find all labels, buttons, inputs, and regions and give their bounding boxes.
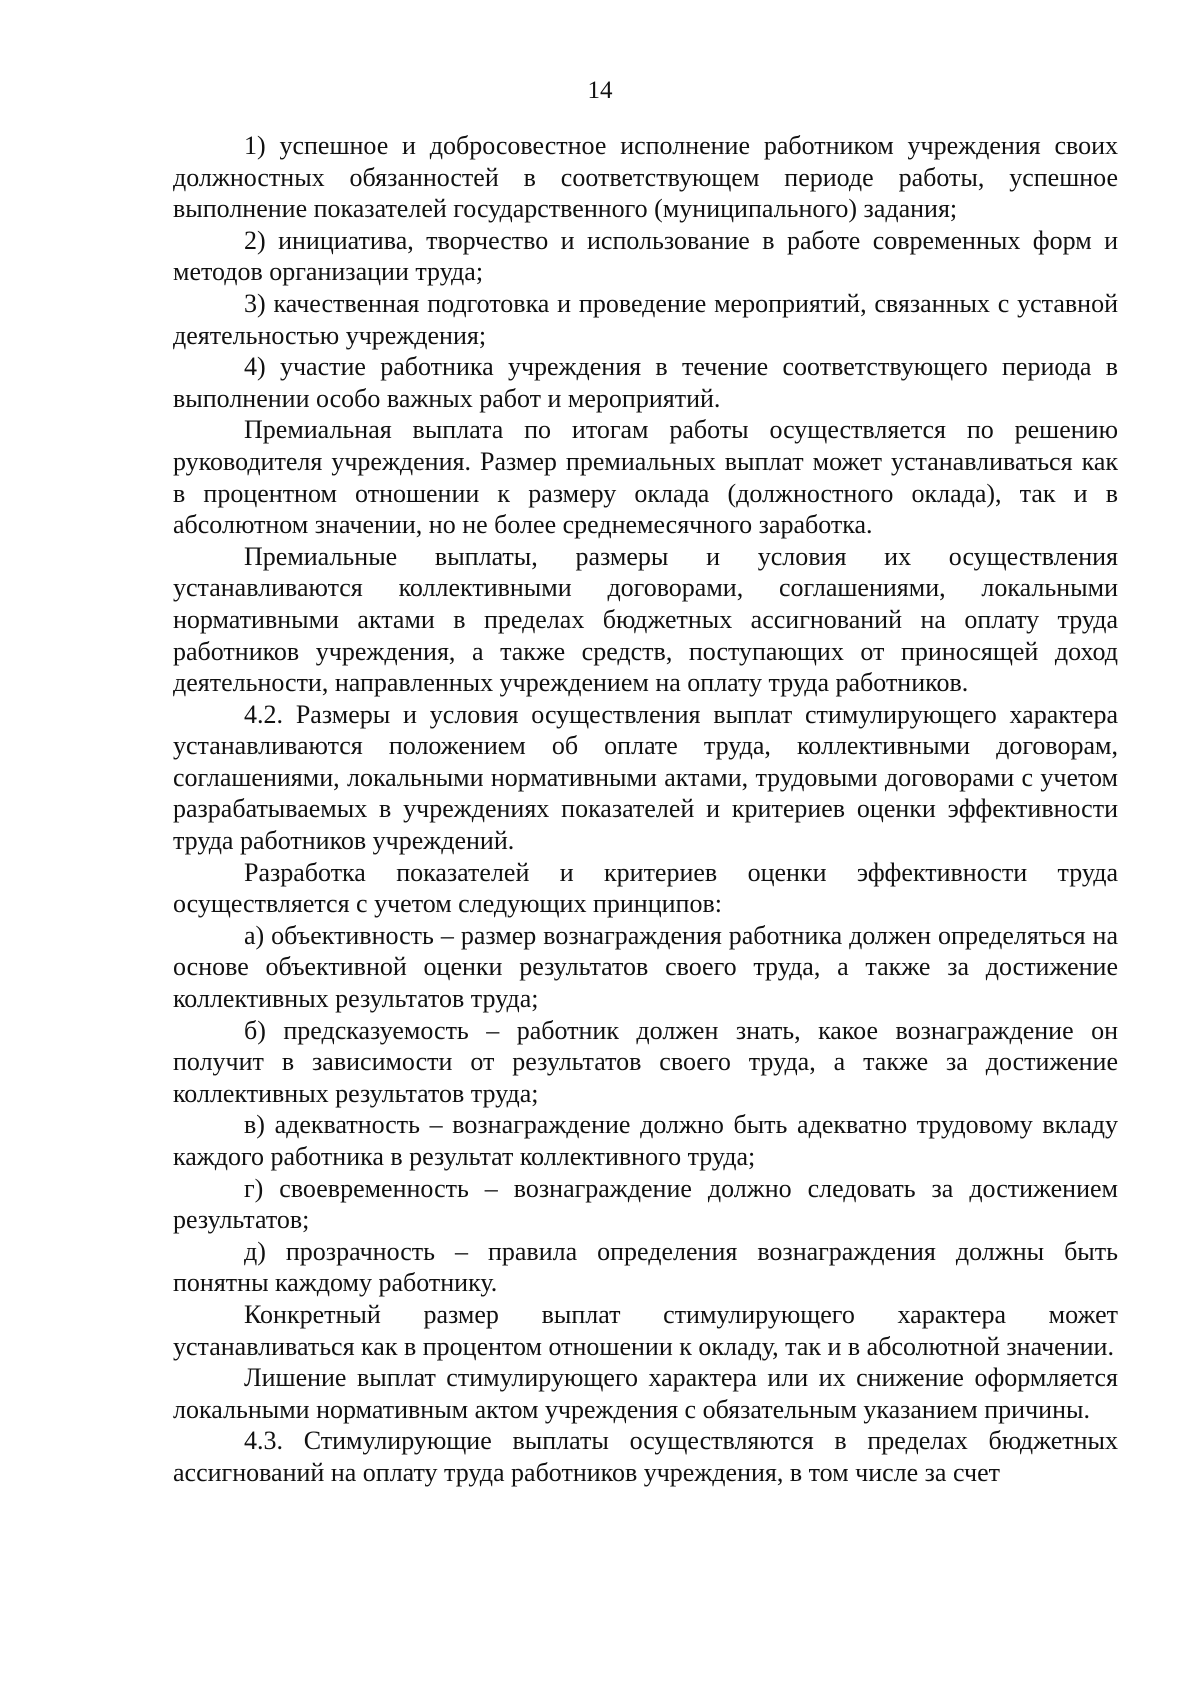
paragraph-principle-a: а) объективность – размер вознаграждения работника должен определяться на основе объективной оценки результатов своего труда, а также за достижение коллективных результатов труда; bbox=[173, 920, 1118, 1014]
paragraph-specific-size: Конкретный размер выплат стимулирующего характера может устанавливаться как в процентом отношении к окладу, так и в абсолютной значении. bbox=[173, 1299, 1118, 1361]
page-number: 14 bbox=[587, 77, 613, 104]
paragraph-principle-g: г) своевременность – вознаграждение должно следовать за достижением результатов; bbox=[173, 1173, 1118, 1235]
paragraph-deprivation: Лишение выплат стимулирующего характера или их снижение оформляется локальными нормативным актом учреждения с обязательным указанием причины. bbox=[173, 1363, 1118, 1424]
document-body bbox=[173, 130, 1118, 1489]
paragraph-item-1: 1) успешное и добросовестное исполнение работником учреждения своих должностных обязанностей в соответствующем периоде работы, успешное выполнение показателей государственного (муниципального) задания; bbox=[173, 131, 1118, 224]
paragraph-bonus-decision: Премиальная выплата по итогам работы осуществляется по решению руководителя учреждения. Размер премиальных выплат может устанавливаться как в процентном отношении к размеру оклада (должностного оклада), так и в абсолютном значении, но не более среднемесячного заработка. bbox=[173, 415, 1118, 540]
paragraph-principles-intro: Разработка показателей и критериев оценки эффективности труда осуществляется с учетом следующих принципов: bbox=[173, 857, 1118, 919]
paragraph-principle-b: б) предсказуемость – работник должен знать, какое вознаграждение он получит в зависимости от результатов своего труда, а также за достижение коллективных результатов труда; bbox=[173, 1015, 1118, 1108]
paragraph-item-3: 3) качественная подготовка и проведение мероприятий, связанных с уставной деятельностью учреждения; bbox=[173, 288, 1118, 350]
paragraph-item-2: 2) инициатива, творчество и использование в работе современных форм и методов организации труда; bbox=[173, 225, 1118, 287]
paragraph-bonus-conditions: Премиальные выплаты, размеры и условия их осуществления устанавливаются коллективными договорами, соглашениями, локальными нормативными актами в пределах бюджетных ассигнований на оплату труда работников учреждения, а также средств, поступающих от приносящей доход деятельности, направленных учреждением на оплату труда работников. bbox=[173, 541, 1118, 698]
paragraph-principle-d: д) прозрачность – правила определения вознаграждения должны быть понятны каждому работнику. bbox=[173, 1236, 1118, 1298]
paragraph-principle-v: в) адекватность – вознаграждение должно быть адекватно трудовому вкладу каждого работника в результат коллективного труда; bbox=[173, 1110, 1118, 1171]
paragraph-item-4: 4) участие работника учреждения в течение соответствующего периода в выполнении особо важных работ и мероприятий. bbox=[173, 352, 1118, 413]
paragraph-section-4-3: 4.3. Стимулирующие выплаты осуществляются в пределах бюджетных ассигнований на оплату труда работников учреждения, в том числе за счет bbox=[173, 1426, 1118, 1487]
paragraph-section-4-2: 4.2. Размеры и условия осуществления выплат стимулирующего характера устанавливаются положением об оплате труда, коллективными договорам, соглашениями, локальными нормативными актами, трудовыми договорами с учетом разрабатываемых в учреждениях показателей и критериев оценки эффективности труда работников учреждений. bbox=[173, 699, 1118, 856]
